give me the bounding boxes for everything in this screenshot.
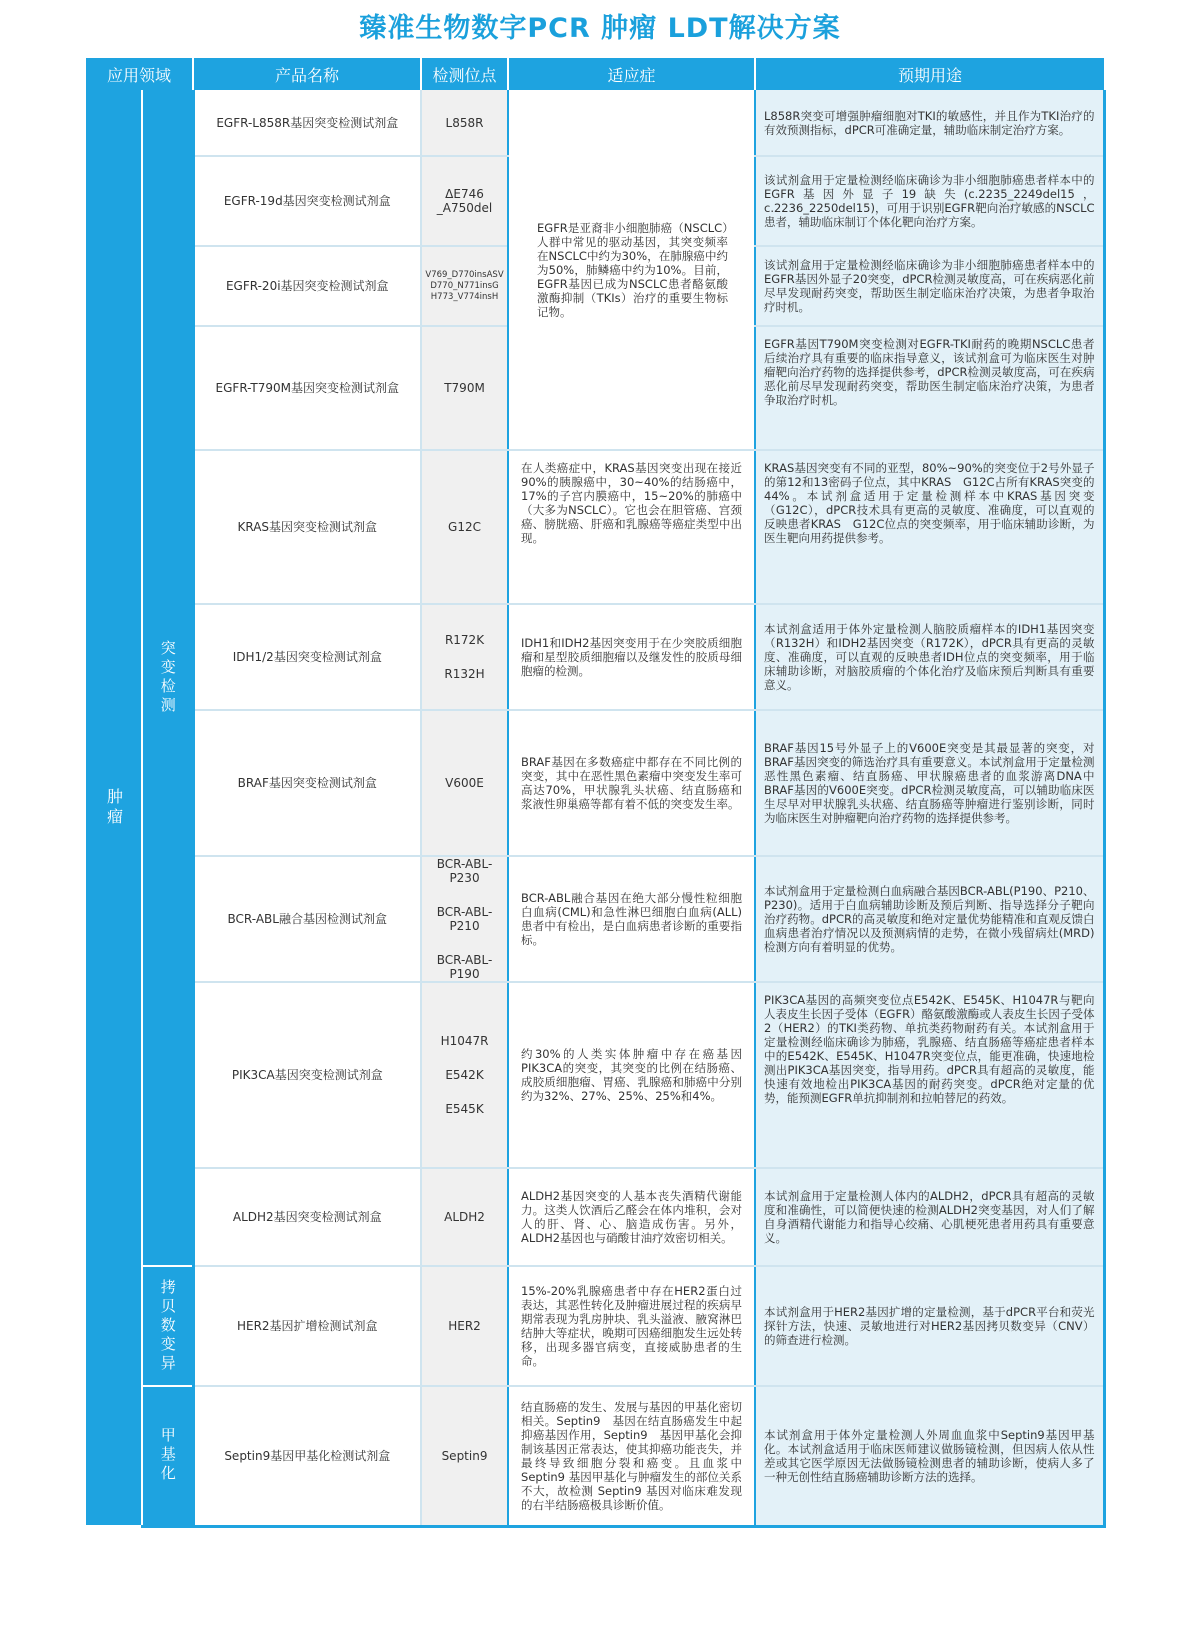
site-value: G12C [448,520,481,534]
intended-use: L858R突变可增强肿瘤细胞对TKI的敏感性，并且作为TKI治疗的有效预测指标，dPCR可准确定量，辅助临床制定治疗方案。 [755,90,1104,156]
ldt-product-table [86,58,1106,1528]
detection-site [421,246,508,326]
header-site: 检测位点 [421,58,508,90]
product-name: BRAF基因突变检测试剂盒 [193,710,421,856]
site-value: V769_D770insASV [425,269,504,280]
table-row [86,450,1104,604]
site-value: BCR-ABL-P230 [436,857,493,885]
table-row [86,710,1104,856]
product-name: BCR-ABL融合基因检测试剂盒 [193,856,421,982]
header-product: 产品名称 [193,58,421,90]
detection-site [421,1168,508,1266]
indication: 15%-20%乳腺癌患者中存在HER2蛋白过表达，其恶性转化及肿瘤进展过程的疾病早期常表现为乳房肿块、乳头溢液、腋窝淋巴结肿大等症状，晚期可因癌细胞发生远处转移，出现多器官病变，直接威胁患者的生命。 [508,1266,755,1386]
product-name: EGFR-19d基因突变检测试剂盒 [193,156,421,246]
product-name: EGFR-T790M基因突变检测试剂盒 [193,326,421,450]
product-name: Septin9基因甲基化检测试剂盒 [193,1386,421,1526]
product-name: EGFR-20i基因突变检测试剂盒 [193,246,421,326]
indication: BCR-ABL融合基因在绝大部分慢性粒细胞白血病(CML)和急性淋巴细胞白血病(ALL)患者中有检出，是白血病患者诊断的重要指标。 [508,856,755,982]
detection-site [421,90,508,156]
indication: 结直肠癌的发生、发展与基因的甲基化密切相关。Septin9 基因在结直肠癌发生中起抑癌基因作用，Septin9 基因甲基化会抑制该基因正常表达，使其抑癌功能丧失，并最终导致细胞分裂和癌变。且血浆中Septin9 基因甲基化与肿瘤发生的部位关系不大，故检测 Septin9 基因对临床难发现的右半结肠癌极具诊断价值。 [508,1386,755,1526]
category-mutation: 突变检测 [142,90,193,1266]
indication: 在人类癌症中，KRAS基因突变出现在接近90%的胰腺癌中，30~40%的结肠癌中，17%的子宫内膜癌中，15~20%的肺癌中（大多为NSCLC）。它也会在胆管癌、宫颈癌、膀胱癌、肝癌和乳腺癌等癌症类型中出现。 [508,450,755,604]
indication: 约30%的人类实体肿瘤中存在癌基因PIK3CA的突变，其突变的比例在结肠癌、成胶质细胞瘤、胃癌、乳腺癌和肺癌中分别约为32%、27%、25%、25%和4%。 [508,982,755,1168]
indication: BRAF基因在多数癌症中都存在不同比例的突变，其中在恶性黑色素瘤中突变发生率可高达70%，甲状腺乳头状癌、结直肠癌和浆液性卵巢癌等都有着不低的突变发生率。 [508,710,755,856]
indication: IDH1和IDH2基因突变用于在少突胶质细胞瘤和星型胶质细胞瘤以及继发性的胶质母细胞瘤的检测。 [508,604,755,710]
detection-site [421,982,508,1168]
site-value: R132H [444,667,485,681]
table-row [86,90,1104,156]
header-use: 预期用途 [755,58,1104,90]
intended-use: 该试剂盒用于定量检测经临床确诊为非小细胞肺癌患者样本中的EGFR基因外显子19缺失(c.2235_2249del15，c.2236_2250del15)，可用于识别EGFR靶向治疗敏感的NSCLC患者，辅助临床制订个体化靶向治疗方案。 [755,156,1104,246]
detection-site [421,710,508,856]
table-row [86,1266,1104,1386]
site-value: E542K [445,1068,484,1082]
product-name: PIK3CA基因突变检测试剂盒 [193,982,421,1168]
site-value: ALDH2 [444,1210,485,1224]
category-cnv: 拷贝数变异 [142,1266,193,1386]
site-value: BCR-ABL-P190 [436,953,493,981]
intended-use: BRAF基因15号外显子上的V600E突变是其最显著的突变，对BRAF基因突变的筛选治疗具有重要意义。本试剂盒用于定量检测恶性黑色素瘤、结直肠癌、甲状腺癌患者的血浆游离DNA中BRAF基因的V600E突变。dPCR检测灵敏度高，可以辅助临床医生尽早对甲状腺乳头状癌、结直肠癌等肿瘤进行鉴别诊断，同时为临床医生对肿瘤靶向治疗药物的选择提供参考。 [755,710,1104,856]
site-value: ΔE746 [445,187,484,201]
intended-use: 本试剂盒用于HER2基因扩增的定量检测，基于dPCR平台和荧光探针方法，快速、灵敏地进行对HER2基因拷贝数变异（CNV）的筛查进行检测。 [755,1266,1104,1386]
table-header-row [86,58,1104,90]
product-name: ALDH2基因突变检测试剂盒 [193,1168,421,1266]
table-row [86,1168,1104,1266]
table-row [86,856,1104,982]
site-value: V600E [445,776,484,790]
intended-use: 本试剂盒用于体外定量检测人外周血血浆中Septin9基因甲基化。本试剂盒适用于临床医师建议做肠镜检测，但因病人依从性差或其它医学原因无法做肠镜检测患者的辅助诊断，使病人多了一种无创性结直肠癌辅助诊断方法的选择。 [755,1386,1104,1526]
indication-egfr: EGFR是亚裔非小细胞肺癌（NSCLC）人群中常见的驱动基因，其突变频率在NSCLC中约为30%，在肺腺癌中约为50%，肺鳞癌中约为10%。目前，EGFR基因已成为NSCLC患者酪氨酸激酶抑制（TKIs）治疗的重要生物标记物。 [508,90,755,450]
site-value: Septin9 [441,1448,488,1463]
site-value: D770_N771insG [430,280,499,291]
product-name: KRAS基因突变检测试剂盒 [193,450,421,604]
intended-use: KRAS基因突变有不同的亚型，80%~90%的突变位于2号外显子的第12和13密码子位点，其中KRAS G12C占所有KRAS突变的44%。本试剂盒适用于定量检测样本中KRAS基因突变（G12C），dPCR技术具有更高的灵敏度、准确度，可以直观的反映患者KRAS G12C位点的突变频率，用于临床辅助诊断，为医生靶向用药提供参考。 [755,450,1104,604]
product-name: EGFR-L858R基因突变检测试剂盒 [193,90,421,156]
product-name: HER2基因扩增检测试剂盒 [193,1266,421,1386]
header-area: 应用领域 [86,58,193,90]
intended-use: 本试剂盒用于定量检测人体内的ALDH2，dPCR具有超高的灵敏度和准确性，可以简便快速的检测ALDH2突变基因，对人们了解自身酒精代谢能力和指导心绞痛、心肌梗死患者用药具有重要意义。 [755,1168,1104,1266]
site-value: HER2 [448,1319,481,1333]
intended-use: 该试剂盒用于定量检测经临床确诊为非小细胞肺癌患者样本中的EGFR基因外显子20突变，dPCR检测灵敏度高，可在疾病恶化前尽早发现耐药突变，帮助医生制定临床治疗决策，为患者争取治疗时机。 [755,246,1104,326]
intended-use: 本试剂盒适用于体外定量检测人脑胶质瘤样本的IDH1基因突变（R132H）和IDH2基因突变（R172K），dPCR具有更高的灵敏度、准确度，可以直观的反映患者IDH位点的突变频率，用于临床辅助诊断，对脑胶质瘤的个体化治疗及临床预后判断具有重要意义。 [755,604,1104,710]
detection-site [421,326,508,450]
table-row [86,604,1104,710]
site-value: E545K [445,1102,484,1116]
intended-use: PIK3CA基因的高频突变位点E542K、E545K、H1047R与靶向人表皮生长因子受体（EGFR）酪氨酸激酶或人表皮生长因子受体2（HER2）的TKI类药物、单抗类药物耐药有关。本试剂盒用于定量检测经临床确诊为肺癌，乳腺癌、结直肠癌等癌症患者样本中的E542K、E545K、H1047R突变位点，能更准确，快速地检测出PIK3CA基因突变，指导用药。dPCR具有超高的灵敏度，能快速有效地检出PIK3CA基因的耐药突变。dPCR绝对定量的优势，能预测EGFR单抗抑制剂和拉帕替尼的药效。 [755,982,1104,1168]
detection-site [421,1386,508,1526]
site-value: H1047R [440,1034,489,1048]
product-name: IDH1/2基因突变检测试剂盒 [193,604,421,710]
area-tumor: 肿瘤 [86,90,142,1526]
intended-use: EGFR基因T790M突变检测对EGFR-TKI耐药的晚期NSCLC患者后续治疗具有重要的临床指导意义，该试剂盒可为临床医生对肿瘤靶向治疗药物的选择提供参考，dPCR检测灵敏度高，可在疾病恶化前尽早发现耐药突变，帮助医生制定临床治疗决策，为患者争取治疗时机。 [755,326,1104,450]
page-title: 臻准生物数字PCR 肿瘤 LDT解决方案 [359,13,841,44]
header-indication: 适应症 [508,58,755,90]
category-methylation: 甲基化 [142,1386,193,1526]
table-row [86,1386,1104,1526]
detection-site [421,1266,508,1386]
detection-site [421,156,508,246]
site-value: BCR-ABL-P210 [436,905,493,933]
site-value: L858R [445,115,484,130]
detection-site [421,450,508,604]
site-value: R172K [444,633,485,647]
intended-use: 本试剂盒用于定量检测白血病融合基因BCR-ABL(P190、P210、P230)。适用于白血病辅助诊断及预后判断、指导选择分子靶向治疗药物。dPCR的高灵敏度和绝对定量优势能精准和直观反馈白血病患者治疗情况以及预测病情的走势，在微小残留病灶(MRD)检测方向有着明显的优势。 [755,856,1104,982]
site-value: H773_V774insH [430,291,499,302]
indication: ALDH2基因突变的人基本丧失酒精代谢能力。这类人饮酒后乙醛会在体内堆积，会对人的肝、肾、心、脑造成伤害。另外，ALDH2基因也与硝酸甘油疗效密切相关。 [508,1168,755,1266]
site-value: T790M [444,381,485,395]
table-row [86,982,1104,1168]
detection-site [421,856,508,982]
detection-site [421,604,508,710]
site-value: _A750del [436,201,493,215]
